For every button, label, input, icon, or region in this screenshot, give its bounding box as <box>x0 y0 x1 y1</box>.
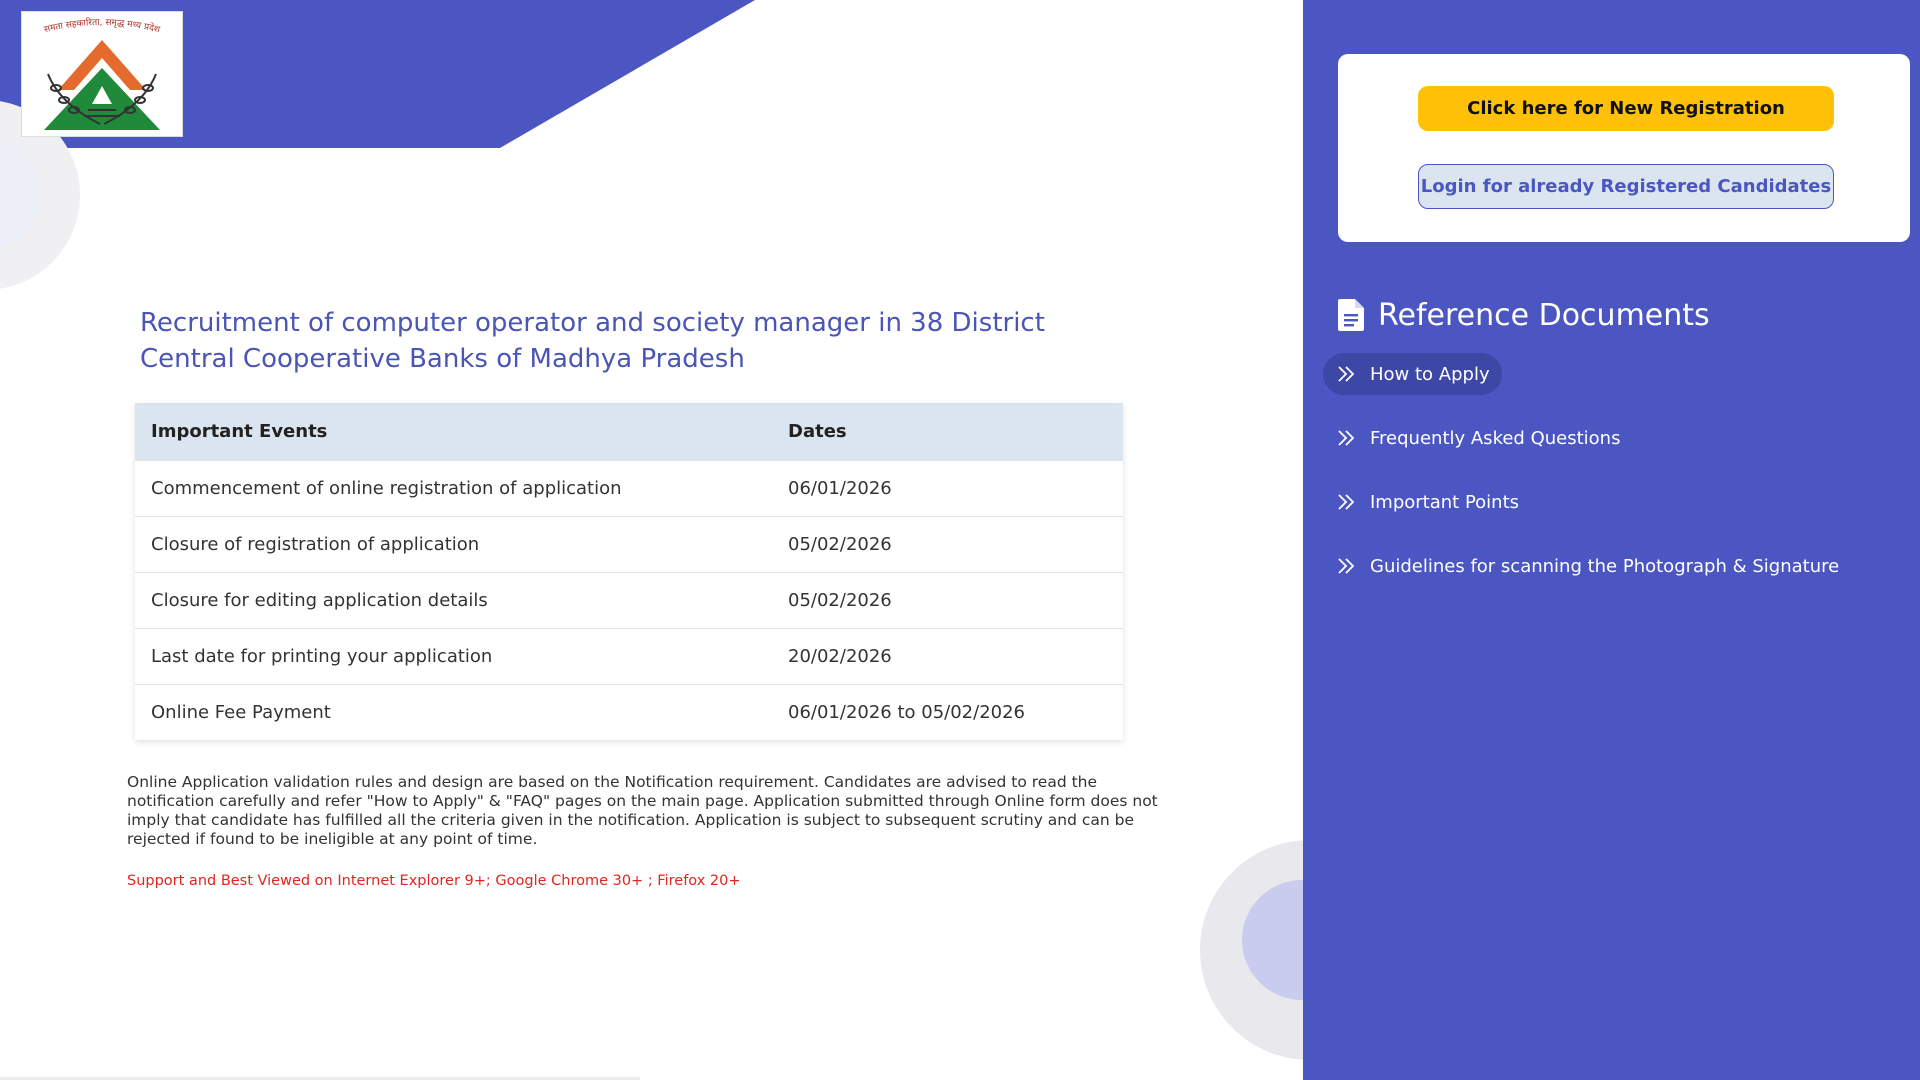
event-cell: Closure for editing application details <box>135 573 772 629</box>
reference-link-label: How to Apply <box>1370 363 1490 385</box>
double-chevron-right-icon <box>1336 364 1356 384</box>
reference-link-scanning-guidelines[interactable] <box>1323 545 1851 587</box>
reference-documents-heading <box>1338 292 1710 338</box>
reference-link-how-to-apply[interactable] <box>1323 353 1502 395</box>
svg-text:समता सहकारिता, समृद्ध मध्य प्र: समता सहकारिता, समृद्ध मध्य प्रदेश <box>43 17 161 36</box>
header-band <box>0 0 1303 148</box>
table-header-row <box>135 403 1123 461</box>
date-cell: 05/02/2026 <box>772 573 1123 629</box>
logo[interactable] <box>21 11 183 137</box>
document-icon <box>1338 299 1364 331</box>
logo-emblem <box>22 12 182 136</box>
registration-card <box>1338 54 1910 242</box>
date-cell: 05/02/2026 <box>772 517 1123 573</box>
double-chevron-right-icon <box>1336 428 1356 448</box>
table-row <box>135 461 1123 517</box>
double-chevron-right-icon <box>1336 556 1356 576</box>
column-header-events: Important Events <box>135 403 772 461</box>
column-header-dates: Dates <box>772 403 1123 461</box>
login-button[interactable]: Login for already Registered Candidates <box>1418 164 1834 209</box>
table-row <box>135 685 1123 741</box>
reference-link-faq[interactable] <box>1323 417 1632 459</box>
page-title: Recruitment of computer operator and society manager in 38 District Central Cooperative Banks of Madhya Pradesh <box>140 308 1045 374</box>
reference-documents-title: Reference Documents <box>1378 297 1710 333</box>
date-cell: 20/02/2026 <box>772 629 1123 685</box>
date-cell: 06/01/2026 <box>772 461 1123 517</box>
table-row <box>135 573 1123 629</box>
date-cell: 06/01/2026 to 05/02/2026 <box>772 685 1123 741</box>
event-cell: Commencement of online registration of application <box>135 461 772 517</box>
important-events-table <box>135 403 1123 740</box>
browser-support-note: Support and Best Viewed on Internet Explorer 9+; Google Chrome 30+ ; Firefox 20+ <box>127 873 741 889</box>
new-registration-button[interactable]: Click here for New Registration <box>1418 86 1834 131</box>
event-cell: Online Fee Payment <box>135 685 772 741</box>
event-cell: Closure of registration of application <box>135 517 772 573</box>
event-cell: Last date for printing your application <box>135 629 772 685</box>
reference-link-label: Frequently Asked Questions <box>1370 427 1621 449</box>
table-row <box>135 629 1123 685</box>
reference-link-important-points[interactable] <box>1323 481 1531 523</box>
reference-link-label: Important Points <box>1370 491 1520 513</box>
reference-link-label: Guidelines for scanning the Photograph & Signature <box>1370 555 1840 577</box>
double-chevron-right-icon <box>1336 492 1356 512</box>
disclaimer-text: Online Application validation rules and design are based on the Notification requirement. Candidates are advised to read the notification carefully and refer "How to Apply" & "FAQ" pages on the main page. Application submitted through Online form does not imply that candidate has fulfilled all the criteria given in the notification. Application is subject to subsequent scrutiny and can be rejected if found to be ineligible at any point of time. <box>127 773 1158 848</box>
sidebar <box>1303 0 1920 1080</box>
table-row <box>135 517 1123 573</box>
